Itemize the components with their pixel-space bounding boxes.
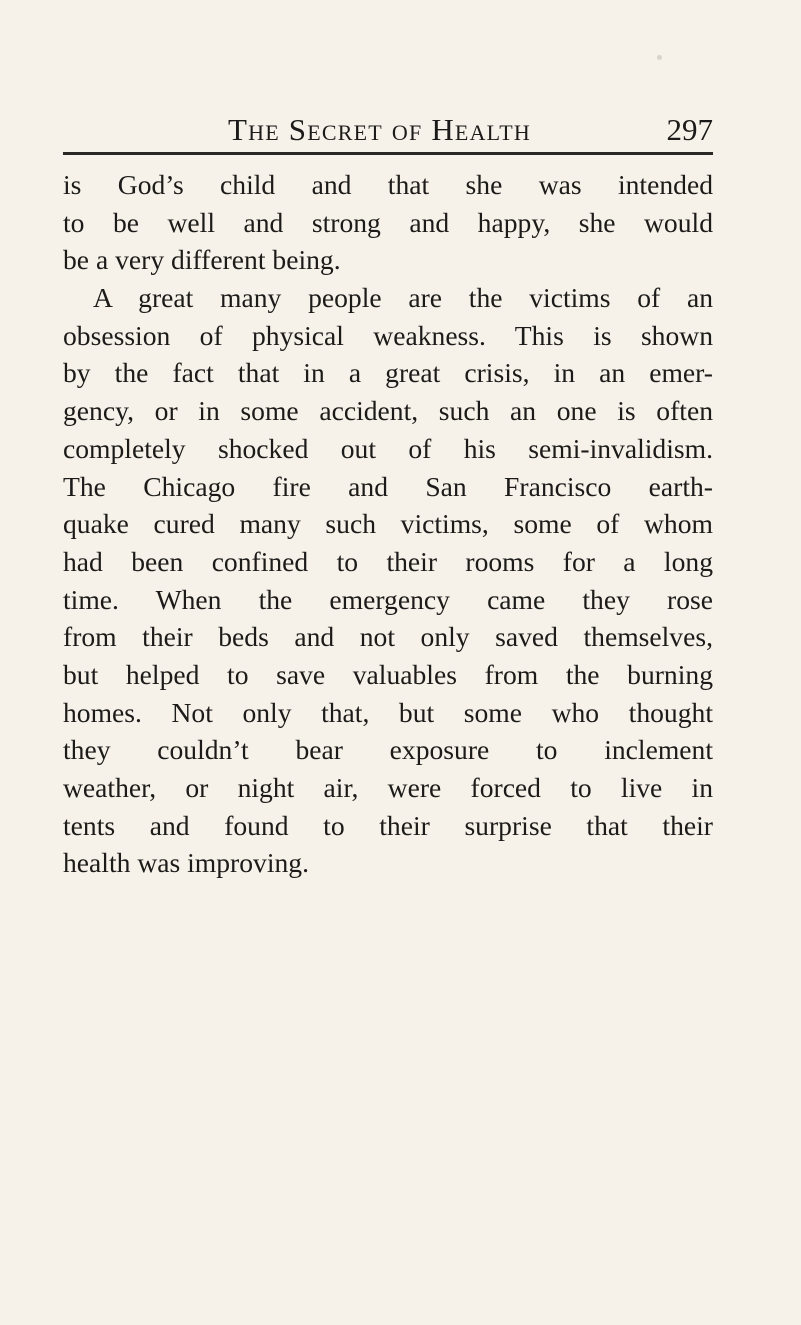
text-line: homes. Not only that, but some who thought — [63, 696, 713, 728]
text-line: is God’s child and that she was intended — [63, 169, 713, 200]
text-line: but helped to save valuables from the burning — [63, 658, 713, 690]
body-text — [63, 166, 713, 882]
paper-speck — [657, 55, 662, 60]
header-rule — [63, 152, 713, 155]
running-header — [63, 110, 713, 150]
text-line: to be well and strong and happy, she would — [63, 206, 713, 238]
text-line: had been confined to their rooms for a long — [63, 545, 713, 577]
text-line: health was improving. — [63, 847, 309, 879]
text-line: they couldn’t bear exposure to inclement — [63, 734, 713, 766]
paragraph-first-line: A great many people are the victims of an — [93, 282, 713, 314]
running-title: The Secret of Health — [228, 112, 531, 147]
text-line: The Chicago fire and San Francisco earth- — [63, 470, 713, 502]
text-line: tents and found to their surprise that their — [63, 809, 713, 841]
page-number: 297 — [666, 112, 713, 147]
text-line: gency, or in some accident, such an one is often — [63, 395, 713, 427]
text-line: obsession of physical weakness. This is shown — [63, 319, 713, 351]
text-line: be a very different being. — [63, 244, 341, 276]
text-line: completely shocked out of his semi-invalidism. — [63, 432, 713, 464]
text-line: by the fact that in a great crisis, in an emer- — [63, 357, 713, 389]
text-line: weather, or night air, were forced to live in — [63, 772, 713, 803]
text-line: from their beds and not only saved themselves, — [63, 621, 713, 653]
text-line: quake cured many such victims, some of whom — [63, 508, 713, 540]
text-line: time. When the emergency came they rose — [63, 583, 713, 615]
